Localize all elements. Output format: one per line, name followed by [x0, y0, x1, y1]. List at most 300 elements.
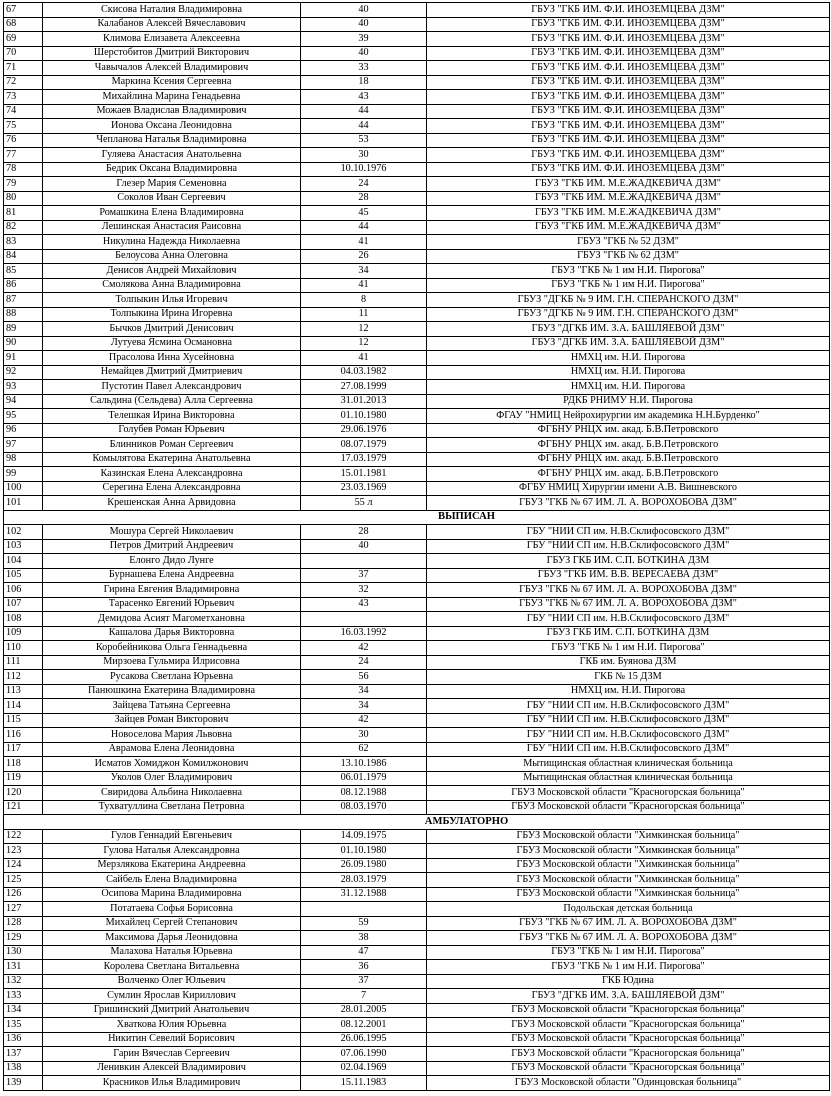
patient-name: Михайлец Сергей Степанович: [43, 916, 301, 931]
patient-name: Сайбель Елена Владимировна: [43, 873, 301, 888]
table-row: [4, 829, 830, 844]
row-number: 76: [4, 133, 43, 148]
hospital-name: ГБУЗ Московской области "Красногорская больница": [427, 1032, 830, 1047]
hospital-name: ГБУЗ "ГКБ № 1 им Н.И. Пирогова": [427, 264, 830, 279]
table-row: [4, 641, 830, 656]
row-number: 108: [4, 612, 43, 627]
patient-age: 7: [301, 989, 427, 1004]
table-row: [4, 191, 830, 206]
hospital-name: ГБУЗ "ГКБ № 67 ИМ. Л. А. ВОРОХОБОВА ДЗМ": [427, 583, 830, 598]
row-number: 81: [4, 206, 43, 221]
table-row: [4, 17, 830, 32]
row-number: 135: [4, 1018, 43, 1033]
hospital-name: ГБУЗ Московской области "Химкинская больница": [427, 887, 830, 902]
patient-age: 04.03.1982: [301, 365, 427, 380]
table-row: [4, 75, 830, 90]
table-row: [4, 220, 830, 235]
section-heading-row: [4, 815, 830, 830]
patient-name: Бурнашева Елена Андреевна: [43, 568, 301, 583]
patient-age: 41: [301, 235, 427, 250]
patient-name: Бедрик Оксана Владимировна: [43, 162, 301, 177]
patient-age: 31.01.2013: [301, 394, 427, 409]
hospital-name: ГБУ "НИИ СП им. Н.В.Склифосовского ДЗМ": [427, 612, 830, 627]
table-row: [4, 409, 830, 424]
patient-age: 15.11.1983: [301, 1076, 427, 1091]
patient-age: 40: [301, 539, 427, 554]
patient-age: 08.12.1988: [301, 786, 427, 801]
row-number: 118: [4, 757, 43, 772]
table-row: [4, 597, 830, 612]
hospital-name: ФГБНУ РНЦХ им. акад. Б.В.Петровского: [427, 423, 830, 438]
patient-name: Исматов Хомиджон Комилжонович: [43, 757, 301, 772]
patient-name: Гуляева Анастасия Анатольевна: [43, 148, 301, 163]
hospital-name: ГБУЗ Московской области "Химкинская больница": [427, 858, 830, 873]
patient-name: Гришинский Дмитрий Анатольевич: [43, 1003, 301, 1018]
table-row: [4, 757, 830, 772]
patient-name: Можаев Владислав Владимирович: [43, 104, 301, 119]
row-number: 72: [4, 75, 43, 90]
table-row: [4, 119, 830, 134]
hospital-name: ГБУЗ "ГКБ ИМ. М.Е.ЖАДКЕВИЧА ДЗМ": [427, 191, 830, 206]
patient-age: 8: [301, 293, 427, 308]
patient-name: Толпыкина Ирина Игоревна: [43, 307, 301, 322]
patient-age: 16.03.1992: [301, 626, 427, 641]
hospital-name: ФГБНУ РНЦХ им. акад. Б.В.Петровского: [427, 467, 830, 482]
patient-age: 01.10.1980: [301, 844, 427, 859]
hospital-name: ГБУЗ Московской области "Красногорская больница": [427, 1003, 830, 1018]
table-row: [4, 612, 830, 627]
patient-age: 07.06.1990: [301, 1047, 427, 1062]
hospital-name: ГБУ "НИИ СП им. Н.В.Склифосовского ДЗМ": [427, 742, 830, 757]
hospital-name: ГБУЗ Московской области "Одинцовская больница": [427, 1076, 830, 1091]
hospital-name: ГБУЗ "ГКБ ИМ. В.В. ВЕРЕСАЕВА ДЗМ": [427, 568, 830, 583]
hospital-name: ГБУЗ "ГКБ № 1 им Н.И. Пирогова": [427, 278, 830, 293]
patient-name: Никулина Надежда Николаевна: [43, 235, 301, 250]
row-number: 136: [4, 1032, 43, 1047]
table-row: [4, 786, 830, 801]
table-row: [4, 249, 830, 264]
row-number: 106: [4, 583, 43, 598]
row-number: 119: [4, 771, 43, 786]
patient-name: Осипова Марина Владимировна: [43, 887, 301, 902]
patient-name: Свиридова Альбина Николаевна: [43, 786, 301, 801]
hospital-name: ГБУЗ Московской области "Красногорская больница": [427, 1047, 830, 1062]
hospital-name: ГБУЗ "ГКБ ИМ. Ф.И. ИНОЗЕМЦЕВА ДЗМ": [427, 119, 830, 134]
patient-age: 34: [301, 684, 427, 699]
hospital-name: ФГБНУ РНЦХ им. акад. Б.В.Петровского: [427, 438, 830, 453]
patient-age: 26.09.1980: [301, 858, 427, 873]
patient-name: Сальдина (Сельдева) Алла Сергеевна: [43, 394, 301, 409]
row-number: 126: [4, 887, 43, 902]
hospital-name: ГБУЗ "ГКБ ИМ. Ф.И. ИНОЗЕМЦЕВА ДЗМ": [427, 3, 830, 18]
patient-name: Аврамова Елена Леонидовна: [43, 742, 301, 757]
patient-name: Ленивкин Алексей Владимирович: [43, 1061, 301, 1076]
hospital-name: ГБУЗ "ДГКБ № 9 ИМ. Г.Н. СПЕРАНСКОГО ДЗМ": [427, 293, 830, 308]
patient-name: Климова Елизавета Алексеевна: [43, 32, 301, 47]
row-number: 114: [4, 699, 43, 714]
row-number: 130: [4, 945, 43, 960]
hospital-name: Мытищинская областная клиническая больница: [427, 771, 830, 786]
patient-table: [3, 2, 830, 1091]
table-row: [4, 452, 830, 467]
row-number: 84: [4, 249, 43, 264]
patient-name: Комылятова Екатерина Анатольевна: [43, 452, 301, 467]
hospital-name: ГБУ "НИИ СП им. Н.В.Склифосовского ДЗМ": [427, 699, 830, 714]
patient-age: 53: [301, 133, 427, 148]
row-number: 110: [4, 641, 43, 656]
row-number: 82: [4, 220, 43, 235]
hospital-name: ГБУЗ Московской области "Химкинская больница": [427, 873, 830, 888]
patient-age: 43: [301, 597, 427, 612]
patient-age: 10.10.1976: [301, 162, 427, 177]
hospital-name: ГБУЗ "ГКБ ИМ. М.Е.ЖАДКЕВИЧА ДЗМ": [427, 206, 830, 221]
row-number: 96: [4, 423, 43, 438]
table-row: [4, 887, 830, 902]
patient-name: Демидова Асият Магометхановна: [43, 612, 301, 627]
patient-name: Гулова Наталья Александровна: [43, 844, 301, 859]
table-row: [4, 351, 830, 366]
patient-name: Максимова Дарья Леонидовна: [43, 931, 301, 946]
table-row: [4, 844, 830, 859]
patient-name: Елонго Дидо Лунге: [43, 554, 301, 569]
table-row: [4, 380, 830, 395]
hospital-name: ГБУЗ "ГКБ № 1 им Н.И. Пирогова": [427, 641, 830, 656]
row-number: 122: [4, 829, 43, 844]
patient-name: Шерстобитов Дмитрий Викторович: [43, 46, 301, 61]
table-row: [4, 1061, 830, 1076]
hospital-name: ГБУ "НИИ СП им. Н.В.Склифосовского ДЗМ": [427, 539, 830, 554]
row-number: 128: [4, 916, 43, 931]
table-row: [4, 162, 830, 177]
table-row: [4, 568, 830, 583]
table-row: [4, 206, 830, 221]
row-number: 68: [4, 17, 43, 32]
patient-name: Красников Илья Владимирович: [43, 1076, 301, 1091]
row-number: 99: [4, 467, 43, 482]
hospital-name: НМХЦ им. Н.И. Пирогова: [427, 365, 830, 380]
patient-name: Лутуева Ясмина Османовна: [43, 336, 301, 351]
table-row: [4, 3, 830, 18]
patient-age: 31.12.1988: [301, 887, 427, 902]
row-number: 94: [4, 394, 43, 409]
table-row: [4, 931, 830, 946]
row-number: 101: [4, 496, 43, 511]
hospital-name: ГБУЗ ГКБ ИМ. С.П. БОТКИНА ДЗМ: [427, 626, 830, 641]
hospital-name: ГКБ № 15 ДЗМ: [427, 670, 830, 685]
patient-name: Уколов Олег Владимирович: [43, 771, 301, 786]
patient-name: Соколов Иван Сергеевич: [43, 191, 301, 206]
table-row: [4, 133, 830, 148]
table-row: [4, 728, 830, 743]
patient-name: Бычков Дмитрий Денисович: [43, 322, 301, 337]
patient-age: 47: [301, 945, 427, 960]
hospital-name: ГКБ им. Буянова ДЗМ: [427, 655, 830, 670]
row-number: 111: [4, 655, 43, 670]
patient-age: 39: [301, 32, 427, 47]
patient-name: Ромашкина Елена Владимировна: [43, 206, 301, 221]
row-number: 138: [4, 1061, 43, 1076]
patient-age: 59: [301, 916, 427, 931]
row-number: 132: [4, 974, 43, 989]
patient-age: 01.10.1980: [301, 409, 427, 424]
hospital-name: РДКБ РНИМУ Н.И. Пирогова: [427, 394, 830, 409]
row-number: 116: [4, 728, 43, 743]
patient-age: 62: [301, 742, 427, 757]
patient-name: Волченко Олег Юльевич: [43, 974, 301, 989]
patient-age: [301, 612, 427, 627]
patient-age: 24: [301, 655, 427, 670]
table-row: [4, 655, 830, 670]
row-number: 90: [4, 336, 43, 351]
hospital-name: ГБУЗ "ГКБ ИМ. Ф.И. ИНОЗЕМЦЕВА ДЗМ": [427, 162, 830, 177]
row-number: 137: [4, 1047, 43, 1062]
table-row: [4, 322, 830, 337]
row-number: 77: [4, 148, 43, 163]
patient-age: 26: [301, 249, 427, 264]
patient-age: 38: [301, 931, 427, 946]
hospital-name: ГБУЗ Московской области "Красногорская больница": [427, 1061, 830, 1076]
row-number: 104: [4, 554, 43, 569]
patient-name: Малахова Наталья Юрьевна: [43, 945, 301, 960]
row-number: 129: [4, 931, 43, 946]
patient-name: Гулов Геннадий Евгеньевич: [43, 829, 301, 844]
row-number: 87: [4, 293, 43, 308]
patient-age: 34: [301, 264, 427, 279]
patient-age: [301, 554, 427, 569]
row-number: 134: [4, 1003, 43, 1018]
row-number: 69: [4, 32, 43, 47]
table-row: [4, 1018, 830, 1033]
patient-age: 40: [301, 17, 427, 32]
hospital-name: ГБУЗ "ГКБ № 67 ИМ. Л. А. ВОРОХОБОВА ДЗМ": [427, 916, 830, 931]
patient-name: Потатаева Софья Борисовна: [43, 902, 301, 917]
table-row: [4, 336, 830, 351]
patient-age: 06.01.1979: [301, 771, 427, 786]
section-heading-cell: [4, 815, 830, 830]
patient-name: Блинников Роман Сергеевич: [43, 438, 301, 453]
hospital-name: ГБУЗ "ГКБ № 67 ИМ. Л. А. ВОРОХОБОВА ДЗМ": [427, 597, 830, 612]
patient-name: Чепланова Наталья Владимировна: [43, 133, 301, 148]
patient-age: 11: [301, 307, 427, 322]
patient-name: Глезер Мария Семеновна: [43, 177, 301, 192]
row-number: 74: [4, 104, 43, 119]
row-number: 95: [4, 409, 43, 424]
row-number: 125: [4, 873, 43, 888]
hospital-name: ГБУЗ ГКБ ИМ. С.П. БОТКИНА ДЗМ: [427, 554, 830, 569]
row-number: 70: [4, 46, 43, 61]
patient-age: 28: [301, 525, 427, 540]
table-row: [4, 945, 830, 960]
table-row: [4, 438, 830, 453]
patient-age: 28.01.2005: [301, 1003, 427, 1018]
row-number: 102: [4, 525, 43, 540]
patient-name: Новоселова Мария Львовна: [43, 728, 301, 743]
hospital-name: ГБУЗ "ГКБ № 52 ДЗМ": [427, 235, 830, 250]
patient-name: Чавычалов Алексей Владимирович: [43, 61, 301, 76]
row-number: 103: [4, 539, 43, 554]
hospital-name: ГБУЗ "ГКБ ИМ. Ф.И. ИНОЗЕМЦЕВА ДЗМ": [427, 104, 830, 119]
table-row: [4, 481, 830, 496]
patient-name: Калабанов Алексей Вячеславович: [43, 17, 301, 32]
table-row: [4, 307, 830, 322]
patient-name: Мошура Сергей Николаевич: [43, 525, 301, 540]
patient-age: 32: [301, 583, 427, 598]
row-number: 131: [4, 960, 43, 975]
patient-name: Ионова Оксана Леонидовна: [43, 119, 301, 134]
row-number: 71: [4, 61, 43, 76]
table-row: [4, 554, 830, 569]
patient-age: 55 л: [301, 496, 427, 511]
hospital-name: ФГБНУ РНЦХ им. акад. Б.В.Петровского: [427, 452, 830, 467]
patient-age: 56: [301, 670, 427, 685]
hospital-name: ГБУЗ "ДГКБ ИМ. З.А. БАШЛЯЕВОЙ ДЗМ": [427, 336, 830, 351]
row-number: 86: [4, 278, 43, 293]
patient-name: Никитин Севелий Борисович: [43, 1032, 301, 1047]
patient-age: 18: [301, 75, 427, 90]
table-row: [4, 496, 830, 511]
patient-age: 44: [301, 119, 427, 134]
table-row: [4, 525, 830, 540]
table-row: [4, 800, 830, 815]
patient-name: Хваткова Юлия Юрьевна: [43, 1018, 301, 1033]
patient-age: 24: [301, 177, 427, 192]
table-row: [4, 278, 830, 293]
row-number: 139: [4, 1076, 43, 1091]
hospital-name: ФГБУ НМИЦ Хирургии имени А.В. Вишневского: [427, 481, 830, 496]
patient-age: 41: [301, 278, 427, 293]
row-number: 75: [4, 119, 43, 134]
hospital-name: Подольская детская больница: [427, 902, 830, 917]
patient-name: Крешенская Анна Арвидовна: [43, 496, 301, 511]
row-number: 85: [4, 264, 43, 279]
section-heading-row: [4, 510, 830, 525]
row-number: 79: [4, 177, 43, 192]
hospital-name: Мытищинская областная клиническая больница: [427, 757, 830, 772]
row-number: 83: [4, 235, 43, 250]
table-row: [4, 858, 830, 873]
patient-age: 17.03.1979: [301, 452, 427, 467]
hospital-name: ГБУ "НИИ СП им. Н.В.Склифосовского ДЗМ": [427, 728, 830, 743]
table-row: [4, 394, 830, 409]
patient-age: 40: [301, 46, 427, 61]
row-number: 109: [4, 626, 43, 641]
patient-age: 26.06.1995: [301, 1032, 427, 1047]
patient-name: Сумлин Ярослав Кириллович: [43, 989, 301, 1004]
hospital-name: ГБУЗ "ГКБ ИМ. Ф.И. ИНОЗЕМЦЕВА ДЗМ": [427, 75, 830, 90]
row-number: 80: [4, 191, 43, 206]
hospital-name: НМХЦ им. Н.И. Пирогова: [427, 684, 830, 699]
table-row: [4, 365, 830, 380]
hospital-name: ГКБ Юдина: [427, 974, 830, 989]
patient-name: Мерзлякова Екатерина Андреевна: [43, 858, 301, 873]
hospital-name: ГБУЗ Московской области "Химкинская больница": [427, 829, 830, 844]
patient-name: Денисов Андрей Михайлович: [43, 264, 301, 279]
table-row: [4, 423, 830, 438]
table-row: [4, 626, 830, 641]
patient-name: Михайлина Марина Генадьевна: [43, 90, 301, 105]
row-number: 113: [4, 684, 43, 699]
table-row: [4, 264, 830, 279]
patient-age: 15.01.1981: [301, 467, 427, 482]
table-row: [4, 104, 830, 119]
hospital-name: ГБУЗ "ГКБ № 67 ИМ. Л. А. ВОРОХОБОВА ДЗМ": [427, 931, 830, 946]
patient-age: 14.09.1975: [301, 829, 427, 844]
patient-name: Серегина Елена Александровна: [43, 481, 301, 496]
table-row: [4, 771, 830, 786]
row-number: 78: [4, 162, 43, 177]
hospital-name: ГБУ "НИИ СП им. Н.В.Склифосовского ДЗМ": [427, 525, 830, 540]
patient-name: Королева Светлана Витальевна: [43, 960, 301, 975]
patient-table-body: [4, 3, 830, 1091]
patient-age: 34: [301, 699, 427, 714]
patient-name: Кашалова Дарья Викторовна: [43, 626, 301, 641]
table-row: [4, 467, 830, 482]
patient-name: Казинская Елена Александровна: [43, 467, 301, 482]
hospital-name: ГБУЗ "ГКБ ИМ. Ф.И. ИНОЗЕМЦЕВА ДЗМ": [427, 32, 830, 47]
section-heading: ВЫПИСАН: [438, 511, 495, 523]
patient-name: Пустотин Павел Александрович: [43, 380, 301, 395]
patient-age: 08.12.2001: [301, 1018, 427, 1033]
hospital-name: ГБУЗ "ГКБ № 1 им Н.И. Пирогова": [427, 945, 830, 960]
patient-age: 40: [301, 3, 427, 18]
patient-age: 08.07.1979: [301, 438, 427, 453]
patient-age: 02.04.1969: [301, 1061, 427, 1076]
row-number: 98: [4, 452, 43, 467]
patient-name: Зайцева Татьяна Сергеевна: [43, 699, 301, 714]
hospital-name: ГБУЗ "ГКБ ИМ. Ф.И. ИНОЗЕМЦЕВА ДЗМ": [427, 17, 830, 32]
table-row: [4, 916, 830, 931]
row-number: 88: [4, 307, 43, 322]
row-number: 92: [4, 365, 43, 380]
row-number: 93: [4, 380, 43, 395]
row-number: 133: [4, 989, 43, 1004]
table-row: [4, 1076, 830, 1091]
patient-age: 23.03.1969: [301, 481, 427, 496]
row-number: 117: [4, 742, 43, 757]
hospital-name: ГБУ "НИИ СП им. Н.В.Склифосовского ДЗМ": [427, 713, 830, 728]
hospital-name: НМХЦ им. Н.И. Пирогова: [427, 351, 830, 366]
table-row: [4, 148, 830, 163]
hospital-name: ГБУЗ "ГКБ ИМ. Ф.И. ИНОЗЕМЦЕВА ДЗМ": [427, 61, 830, 76]
row-number: 105: [4, 568, 43, 583]
row-number: 91: [4, 351, 43, 366]
table-row: [4, 989, 830, 1004]
table-row: [4, 583, 830, 598]
row-number: 107: [4, 597, 43, 612]
table-row: [4, 90, 830, 105]
table-row: [4, 713, 830, 728]
hospital-name: ГБУЗ "ГКБ ИМ. М.Е.ЖАДКЕВИЧА ДЗМ": [427, 220, 830, 235]
hospital-name: ФГАУ "НМИЦ Нейрохирургии им академика Н.Н.Бурденко": [427, 409, 830, 424]
table-row: [4, 670, 830, 685]
table-row: [4, 1047, 830, 1062]
hospital-name: ГБУЗ "ГКБ ИМ. Ф.И. ИНОЗЕМЦЕВА ДЗМ": [427, 46, 830, 61]
table-row: [4, 46, 830, 61]
table-row: [4, 177, 830, 192]
patient-name: Тарасенко Евгений Юрьевич: [43, 597, 301, 612]
row-number: 67: [4, 3, 43, 18]
patient-name: Смолякова Анна Владимировна: [43, 278, 301, 293]
table-row: [4, 1003, 830, 1018]
patient-name: Гирина Евгения Владимировна: [43, 583, 301, 598]
patient-name: Прасолова Инна Хусейновна: [43, 351, 301, 366]
patient-name: Русакова Светлана Юрьевна: [43, 670, 301, 685]
section-heading: АМБУЛАТОРНО: [424, 815, 509, 827]
row-number: 127: [4, 902, 43, 917]
patient-age: 12: [301, 322, 427, 337]
patient-age: 45: [301, 206, 427, 221]
patient-name: Мирзоева Гульмира Илрисовна: [43, 655, 301, 670]
